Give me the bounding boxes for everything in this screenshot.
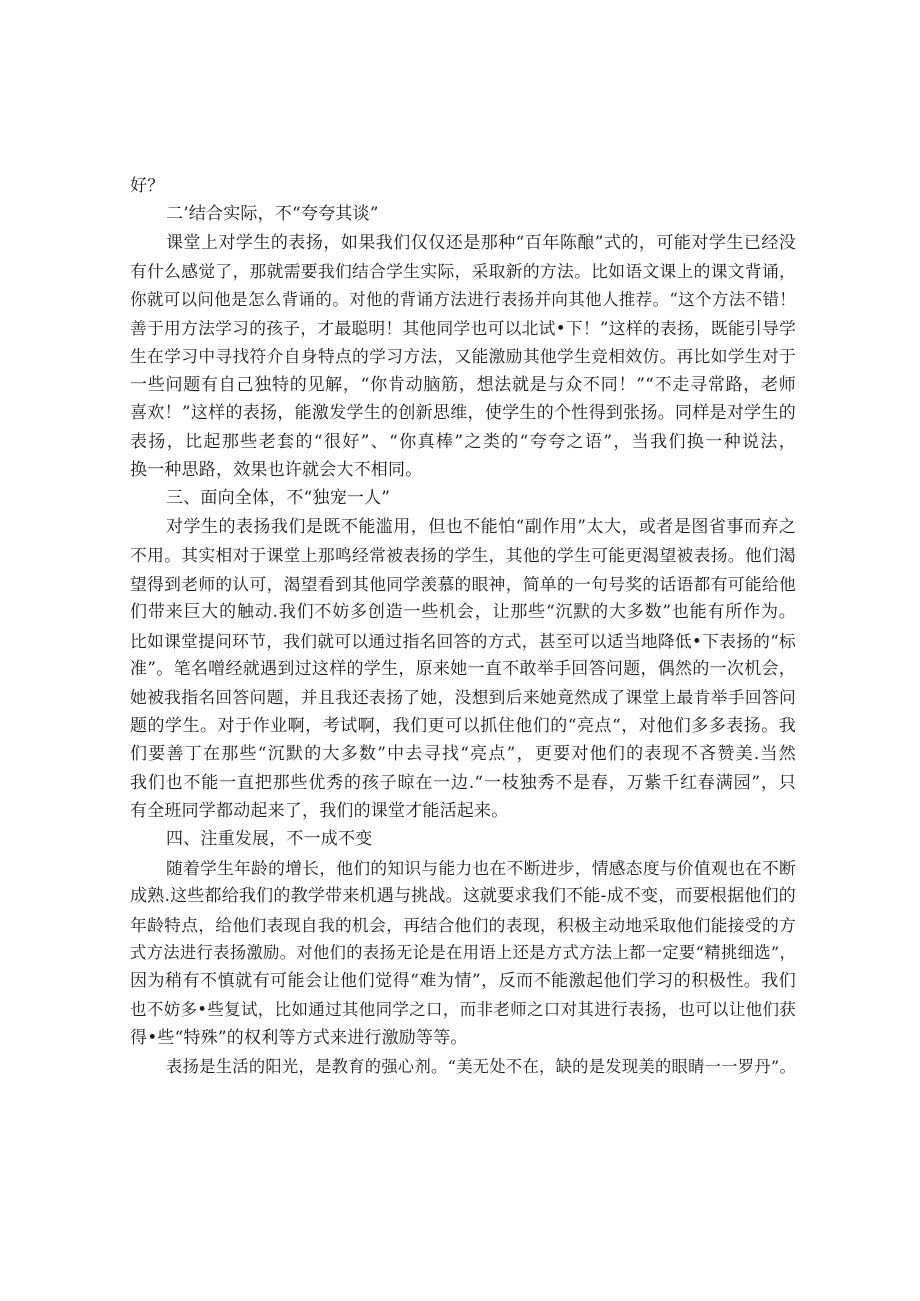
text-line: 你就可以问他是怎么背诵的。对他的背诵方法进行表扬并向其他人推荐。“这个方法不错！: [130, 289, 796, 309]
text-line: 她被我指名回答问题，并且我还表扬了她，没想到后来她竟然成了课堂上最肯举手回答问: [130, 687, 796, 708]
text-line: 望得到老师的认可，渴望看到其他同学羡慕的眼神，简单的一句号奖的话语都有可能给他: [130, 573, 796, 594]
text-line: 善于用方法学习的孩子，才最聪明！其他同学也可以北试•下！”这样的表扬，既能引导学: [130, 318, 796, 339]
text-line: 年龄特点，给他们表现自我的机会，再结合他们的表现，积极主动地采取他们能接受的方: [130, 914, 796, 935]
text-line: 生在学习中寻找符介自身特点的学习方法，又能激励其他学生竞相效仿。再比如学生对于: [130, 346, 796, 367]
text-line: 式方法进行表扬激励。对他们的表扬无论是在用语上还是方式方法上都一定要“精挑细选”，: [130, 942, 796, 962]
text-line: 换一种思路，效果也许就会大不相同。: [130, 460, 423, 481]
text-line: 好？: [130, 176, 165, 196]
text-line: 们要善丁在那些“沉默的大多数”中去寻找“亮点”，更要对他们的表现不吝赞美.当然: [130, 744, 796, 765]
section-heading: 二’结合实际，不“夸夸其谈”: [166, 204, 379, 225]
text-line: 课堂上对学生的表扬，如果我们仅仅还是那种“百年陈酿”式的，可能对学生已经没: [166, 232, 796, 253]
document-page: [130, 172, 796, 1081]
text-line: 喜欢！”这样的表扬，能激发学生的创新思维，使学生的个性得到张扬。同样是对学生的: [130, 403, 796, 424]
text-line: 随着学生年龄的增长，他们的知识与能力也在不断进步，情感态度与价值观也在不断: [166, 857, 796, 878]
text-line: 对学生的表扬我们是既不能滥用，但也不能怕“副作用”太大，或者是图省事而弃之: [166, 516, 796, 537]
text-line: 表扬，比起那些老套的“很好”、“你真棒”之类的“夸夸之语”，当我们换一种说法，: [130, 431, 796, 452]
section-heading: 三、面向全体，不“独宠一人”: [166, 488, 391, 509]
text-line: 得•些“特殊”的权利等方式来进行激励等等。: [130, 1028, 468, 1049]
text-line: 们带来巨大的触动.我们不妨多创造一些机会，让那些“沉默的大多数”也能有所作为。: [130, 602, 796, 623]
text-line: 比如课堂提问环节，我们就可以通过指名回答的方式，甚至可以适当地降低•下表扬的“标: [130, 630, 796, 651]
text-line: 有什么感觉了，那就需要我们结合学生实际，采取新的方法。比如语文课上的课文背诵，: [130, 261, 796, 282]
text-line: 表扬是生活的阳光，是教育的强心剂。“美无处不在，缺的是发现美的眼睛一一罗丹”。: [166, 1056, 796, 1076]
text-line: 不用。其实相对于课堂上那鸣经常被表扬的学生，其他的学生可能更渴望被表扬。他们渴: [130, 545, 796, 566]
text-line: 一些问题有自己独特的见解，“你肯动脑筋，想法就是与众不同！”“不走寻常路，老师: [130, 374, 796, 395]
text-line: 准”。笔名噌经就遇到过这样的学生，原来她一直不敢举手回答问题，偶然的一次机会，: [130, 658, 796, 679]
text-line: 我们也不能一直把那些优秀的孩子晾在一边.“一枝独秀不是春，万紫千红春满园”，只: [130, 772, 796, 793]
text-line: 也不妨多•些复试，比如通过其他同学之口，而非老师之口对其进行表扬，也可以让他们获: [130, 999, 796, 1019]
text-line: 题的学生。对于作业啊，考试啊，我们更可以抓住他们的“亮点“，对他们多多表扬。我: [130, 715, 796, 736]
text-line: 因为稍有不慎就有可能会让他们觉得“难为情”，反而不能激起他们学习的积极性。我们: [130, 971, 796, 992]
text-line: 成熟.这些都给我们的教学带来机遇与挑战。这就要求我们不能-成不变，而要根据他们的: [130, 886, 796, 907]
section-heading: 四、注重发展，不一成不变: [166, 829, 373, 850]
text-line: 有全班同学都动起来了，我们的课堂才能活起来。: [130, 800, 509, 821]
